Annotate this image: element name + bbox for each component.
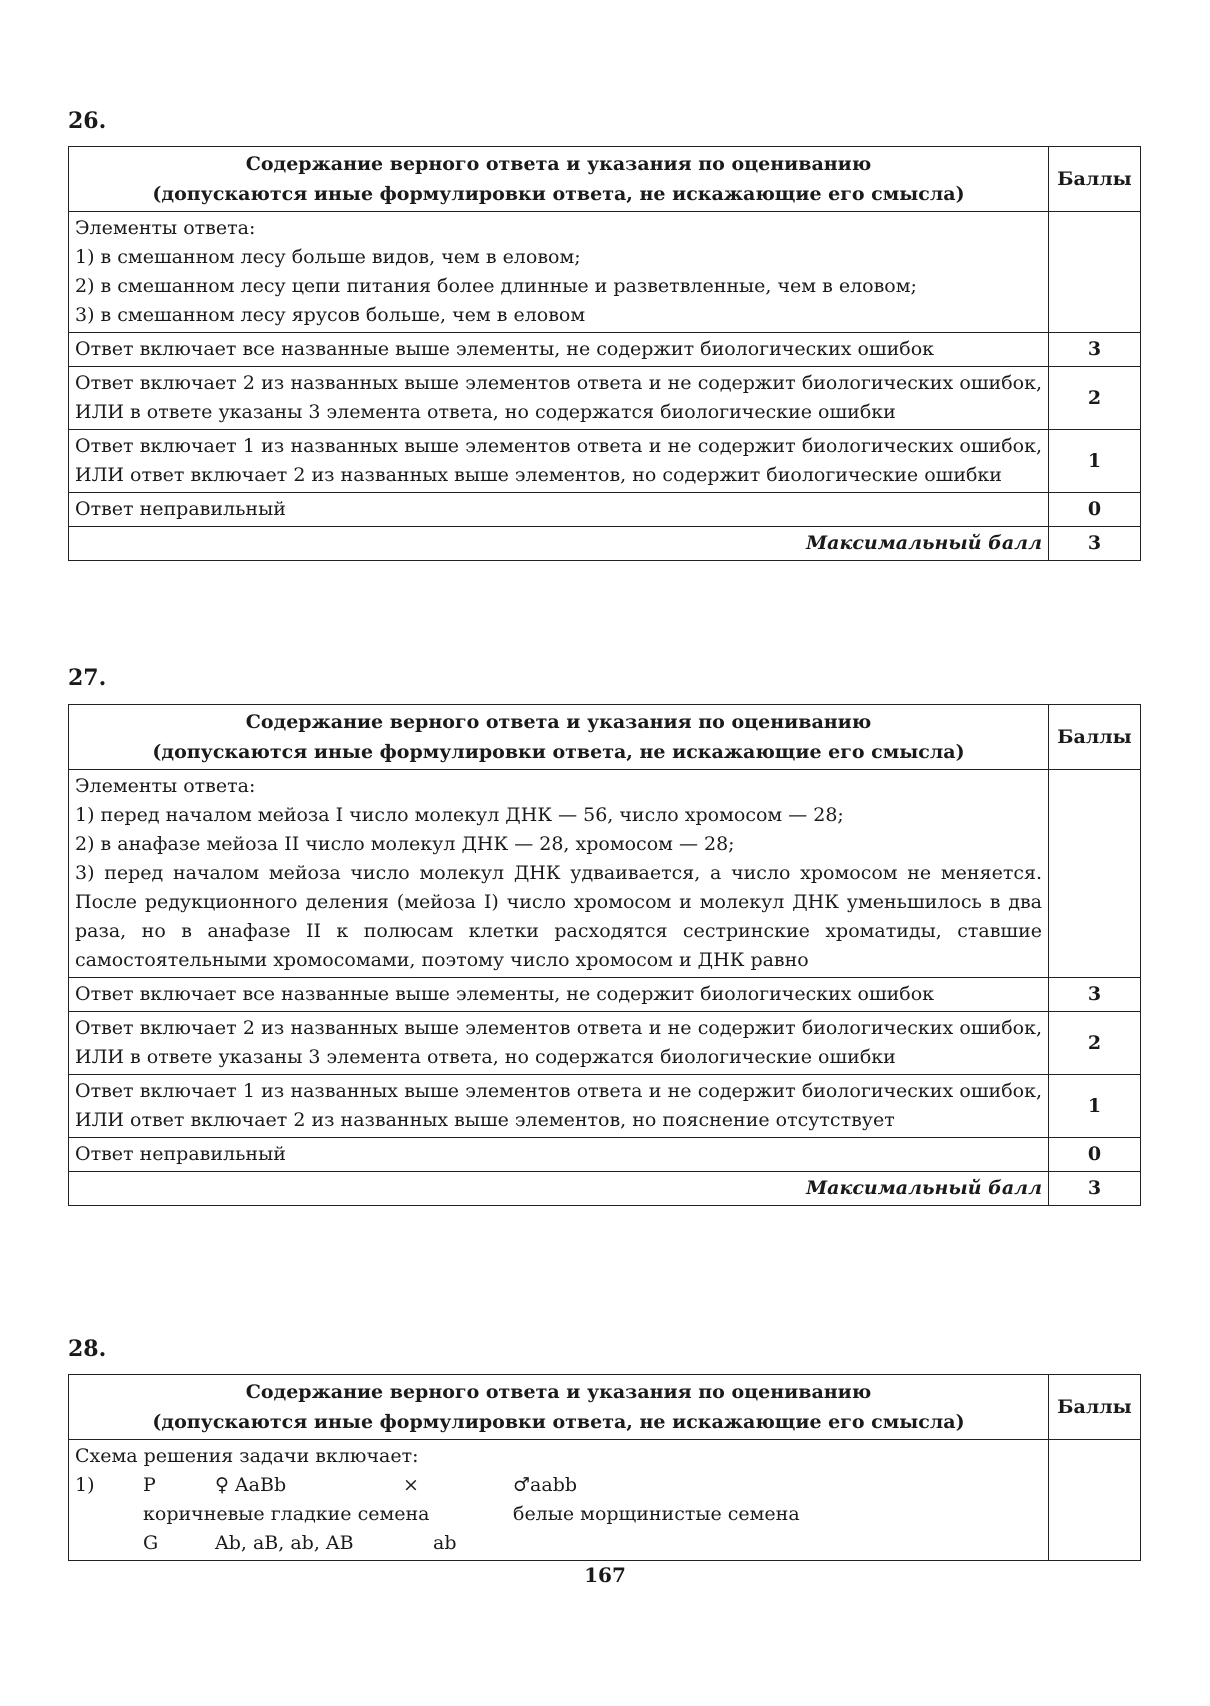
points-cell: 0 [1049,1138,1141,1172]
male-phenotype: белые морщинистые семена [513,1503,800,1525]
rubric-table-28 [68,1374,1141,1561]
solution-scheme [69,1440,1049,1561]
table-row [69,367,1141,430]
criterion-text: Ответ включает 1 из названных выше элементов ответа и не содержит биологических ошибок, ИЛИ ответ включает 2 из названных выше элементов, но пояснение отсутствует [69,1075,1049,1138]
answer-elements [69,212,1049,333]
question-28-number: 28. [68,1336,107,1362]
table-row [69,1075,1141,1138]
points-cell: 1 [1049,1075,1141,1138]
header-main: Содержание верного ответа и указания по оцениванию [245,153,872,175]
points-cell: 0 [1049,493,1141,527]
elements-line: 3) в смешанном лесу ярусов больше, чем в еловом [75,304,586,326]
table-row [69,1012,1141,1075]
criterion-text: Ответ включает 1 из названных выше элементов ответа и не содержит биологических ошибок, ИЛИ ответ включает 2 из названных выше элементов, но содержит биологические ошибки [69,430,1049,493]
elements-line: 2) в смешанном лесу цепи питания более длинные и разветвленные, чем в еловом; [75,275,917,297]
elements-line: 3) перед началом мейоза число молекул ДНК удваивается, а число хромосом не меняется. После редукционного деления (мейоза I) число хромосом и молекул ДНК уменьшилось в два раза, но в анафазе II к полюсам клетки расходятся сестринские хроматиды, ставшие самостоятельными хромосомами, поэтому число хромосом и ДНК равно [75,862,1042,971]
step-number: 1) [75,1474,95,1496]
cross-symbol: × [403,1474,419,1496]
points-cell [1049,212,1141,333]
elements-line: 2) в анафазе мейоза II число молекул ДНК — 28, хромосом — 28; [75,833,735,855]
parents-row [75,1471,1042,1500]
elements-line: Элементы ответа: [75,217,256,239]
points-header: Баллы [1049,1375,1141,1440]
elements-line: 1) в смешанном лесу больше видов, чем в еловом; [75,246,581,268]
elements-line: Элементы ответа: [75,775,256,797]
scheme-intro: Схема решения задачи включает: [75,1445,419,1467]
male-genotype: ♂aabb [513,1474,578,1496]
table-row [69,493,1141,527]
phenotype-row [75,1500,1042,1529]
table-header [69,147,1049,212]
table-row [69,978,1141,1012]
max-score-label: Максимальный балл [69,527,1049,561]
table-row [69,333,1141,367]
points-cell: 2 [1049,1012,1141,1075]
page-number: 167 [584,1563,626,1587]
gametes-label: G [143,1532,159,1554]
table-row [69,527,1141,561]
answer-elements [69,770,1049,978]
criterion-text: Ответ включает все названные выше элементы, не содержит биологических ошибок [69,333,1049,367]
rubric-table-26 [68,146,1141,561]
points-cell: 3 [1049,978,1141,1012]
table-row [69,1138,1141,1172]
max-score-value: 3 [1049,527,1141,561]
criterion-text: Ответ неправильный [69,1138,1049,1172]
max-score-value: 3 [1049,1172,1141,1206]
question-27-number: 27. [68,665,107,691]
criterion-text: Ответ включает все названные выше элементы, не содержит биологических ошибок [69,978,1049,1012]
rubric-table-27 [68,704,1141,1206]
points-cell [1049,770,1141,978]
parents-label: P [143,1474,156,1496]
table-header [69,1375,1049,1440]
table-row [69,430,1141,493]
female-genotype: ♀ AaBb [215,1474,287,1496]
points-cell: 1 [1049,430,1141,493]
criterion-text: Ответ включает 2 из названных выше элементов ответа и не содержит биологических ошибок, ИЛИ в ответе указаны 3 элемента ответа, но содержатся биологические ошибки [69,367,1049,430]
header-main: Содержание верного ответа и указания по оцениванию [245,711,872,733]
table-row [69,770,1141,978]
gametes-row [75,1529,1042,1558]
points-cell: 3 [1049,333,1141,367]
header-sub: (допускаются иные формулировки ответа, не искажающие его смысла) [152,1411,965,1433]
points-header: Баллы [1049,705,1141,770]
table-row [69,1172,1141,1206]
female-phenotype: коричневые гладкие семена [143,1503,430,1525]
max-score-label: Максимальный балл [69,1172,1049,1206]
criterion-text: Ответ включает 2 из названных выше элементов ответа и не содержит биологических ошибок, ИЛИ в ответе указаны 3 элемента ответа, но содержатся биологические ошибки [69,1012,1049,1075]
header-main: Содержание верного ответа и указания по оцениванию [245,1381,872,1403]
table-row [69,212,1141,333]
elements-line: 1) перед началом мейоза I число молекул ДНК — 56, число хромосом — 28; [75,804,844,826]
female-gametes: Ab, aB, ab, AB [215,1532,354,1554]
header-sub: (допускаются иные формулировки ответа, не искажающие его смысла) [152,741,965,763]
table-row [69,1440,1141,1561]
question-26-number: 26. [68,108,107,134]
points-header: Баллы [1049,147,1141,212]
male-gametes: ab [433,1532,457,1554]
points-cell [1049,1440,1141,1561]
criterion-text: Ответ неправильный [69,493,1049,527]
table-header [69,705,1049,770]
points-cell: 2 [1049,367,1141,430]
header-sub: (допускаются иные формулировки ответа, не искажающие его смысла) [152,183,965,205]
